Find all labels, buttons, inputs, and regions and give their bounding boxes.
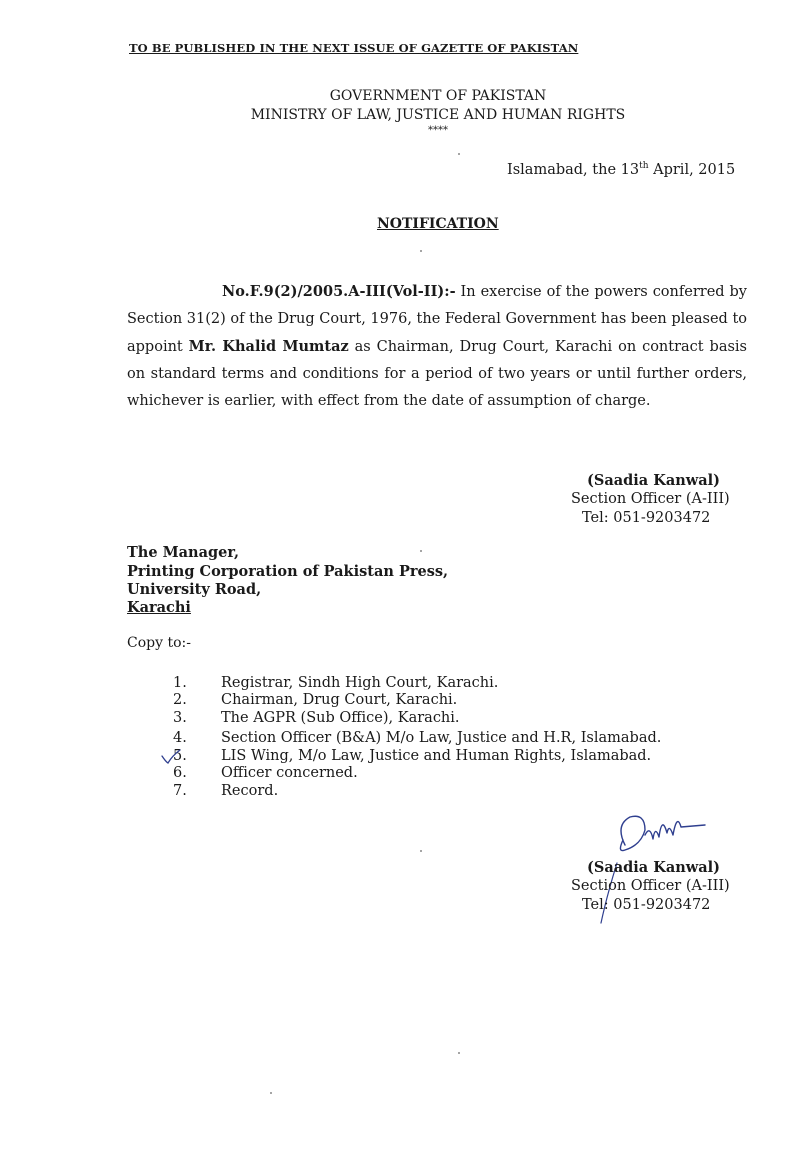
dateline-prefix: Islamabad, the 13 xyxy=(507,161,640,178)
copy-item-number: 3. xyxy=(173,710,187,726)
signatory-designation: Section Officer (A-III) xyxy=(571,878,730,894)
copy-item-text: Registrar, Sindh High Court, Karachi. xyxy=(221,675,499,691)
copy-to-label: Copy to:- xyxy=(127,635,191,651)
scan-speck xyxy=(458,1052,460,1054)
copy-item-text: The AGPR (Sub Office), Karachi. xyxy=(221,710,460,726)
body-text-part2: as Chairman, Drug Court, Karachi on contract basis on standard terms and conditions for a period of two years or until further orders, whichever is earlier, with effect from the date of assumption of charge. xyxy=(127,339,747,409)
notification-title: NOTIFICATION xyxy=(377,216,499,232)
scan-speck xyxy=(270,1092,272,1094)
copy-item-number: 4. xyxy=(173,730,187,746)
copy-item-number: 5. xyxy=(173,748,187,764)
heading-separator: **** xyxy=(428,125,448,136)
dateline xyxy=(507,161,735,178)
body-text-part1: In exercise of the powers conferred by Section 31(2) of the Drug Court, 1976, the Federal Government has been pleased to appoint xyxy=(127,284,747,355)
notification-reference: No.F.9(2)/2005.A-III(Vol-II):- xyxy=(222,283,456,300)
copy-item-number: 1. xyxy=(173,675,187,691)
gazette-notice: TO BE PUBLISHED IN THE NEXT ISSUE OF GAZETTE OF PAKISTAN xyxy=(129,41,579,55)
signatory-name: (Saadia Kanwal) xyxy=(587,859,720,876)
copy-item-number: 6. xyxy=(173,765,187,781)
addressee-line: University Road, xyxy=(127,581,262,598)
scan-speck xyxy=(420,250,422,252)
appointee-name: Mr. Khalid Mumtaz xyxy=(188,338,349,355)
signatory-designation: Section Officer (A-III) xyxy=(571,491,730,507)
signatory-tel: Tel: 051-9203472 xyxy=(582,510,711,526)
addressee-line: The Manager, xyxy=(127,544,239,561)
signatory-tel: Tel: 051-9203472 xyxy=(582,897,711,913)
copy-item-number: 2. xyxy=(173,692,187,708)
copy-item-text: Section Officer (B&A) M/o Law, Justice and H.R, Islamabad. xyxy=(221,730,662,746)
addressee-city: Karachi xyxy=(127,599,191,616)
copy-item-text: Record. xyxy=(221,783,279,799)
copy-item-text: Chairman, Drug Court, Karachi. xyxy=(221,692,458,708)
ministry-heading: MINISTRY OF LAW, JUSTICE AND HUMAN RIGHTS xyxy=(250,107,626,123)
scan-speck xyxy=(420,550,422,552)
addressee-line: Printing Corporation of Pakistan Press, xyxy=(127,563,449,580)
copy-item-text: Officer concerned. xyxy=(221,765,358,781)
signatory-name: (Saadia Kanwal) xyxy=(587,472,720,489)
dateline-suffix: April, 2015 xyxy=(648,161,736,178)
copy-item-number: 7. xyxy=(173,783,187,799)
scan-speck xyxy=(420,850,422,852)
handwritten-tick-icon xyxy=(160,748,182,766)
government-heading: GOVERNMENT OF PAKISTAN xyxy=(329,88,547,104)
scan-speck xyxy=(458,153,460,155)
notification-body xyxy=(127,278,747,415)
dateline-ordinal: th xyxy=(639,161,649,171)
copy-item-text: LIS Wing, M/o Law, Justice and Human Rights, Islamabad. xyxy=(221,748,652,764)
